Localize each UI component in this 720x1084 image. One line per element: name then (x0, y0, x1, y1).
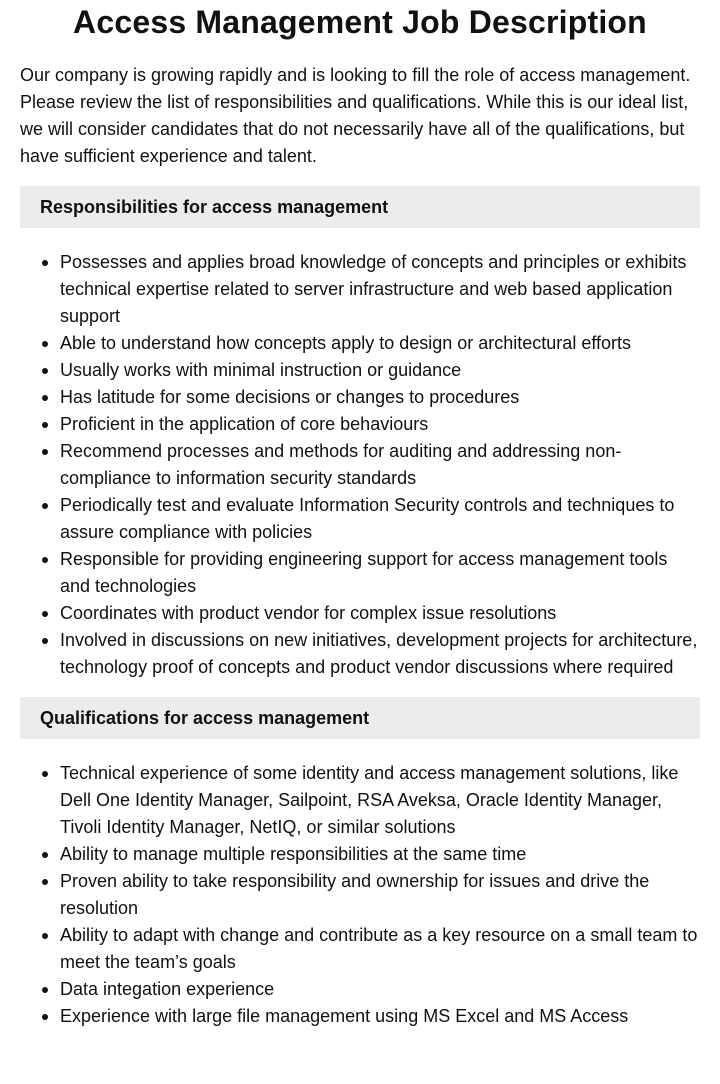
list-item: Usually works with minimal instruction or guidance (20, 357, 700, 384)
list-item: Responsible for providing engineering support for access management tools and technologies (20, 546, 700, 600)
list-item: Data integation experience (20, 976, 700, 1003)
page-title: Access Management Job Description (73, 4, 647, 40)
list-item: Experience with large file management using MS Excel and MS Access (20, 1003, 700, 1030)
list-item: Able to understand how concepts apply to design or architectural efforts (20, 330, 700, 357)
list-item: Ability to adapt with change and contribute as a key resource on a small team to meet the team’s goals (20, 922, 700, 976)
list-item: Ability to manage multiple responsibilities at the same time (20, 841, 700, 868)
list-item: Involved in discussions on new initiatives, development projects for architecture, technology proof of concepts and product vendor discussions where required (20, 627, 700, 681)
list-item: Technical experience of some identity and access management solutions, like Dell One Identity Manager, Sailpoint, RSA Aveksa, Oracle Identity Manager, Tivoli Identity Manager, NetIQ, or similar solutions (20, 760, 700, 841)
responsibilities-heading: Responsibilities for access management (20, 186, 700, 228)
list-item: Proven ability to take responsibility and ownership for issues and drive the resolution (20, 868, 700, 922)
list-item: Recommend processes and methods for auditing and addressing non-compliance to information security standards (20, 438, 700, 492)
responsibilities-list (20, 249, 700, 681)
list-item: Possesses and applies broad knowledge of concepts and principles or exhibits technical expertise related to server infrastructure and web based application support (20, 249, 700, 330)
list-item: Has latitude for some decisions or changes to procedures (20, 384, 700, 411)
qualifications-heading: Qualifications for access management (20, 697, 700, 739)
list-item: Proficient in the application of core behaviours (20, 411, 700, 438)
qualifications-list (20, 760, 700, 1030)
intro-paragraph: Our company is growing rapidly and is looking to fill the role of access management. Please review the list of responsibilities and qualifications. While this is our ideal list, we will consider candidates that do not necessarily have all of the qualifications, but have sufficient experience and talent. (20, 65, 691, 166)
list-item: Coordinates with product vendor for complex issue resolutions (20, 600, 700, 627)
list-item: Periodically test and evaluate Information Security controls and techniques to assure compliance with policies (20, 492, 700, 546)
